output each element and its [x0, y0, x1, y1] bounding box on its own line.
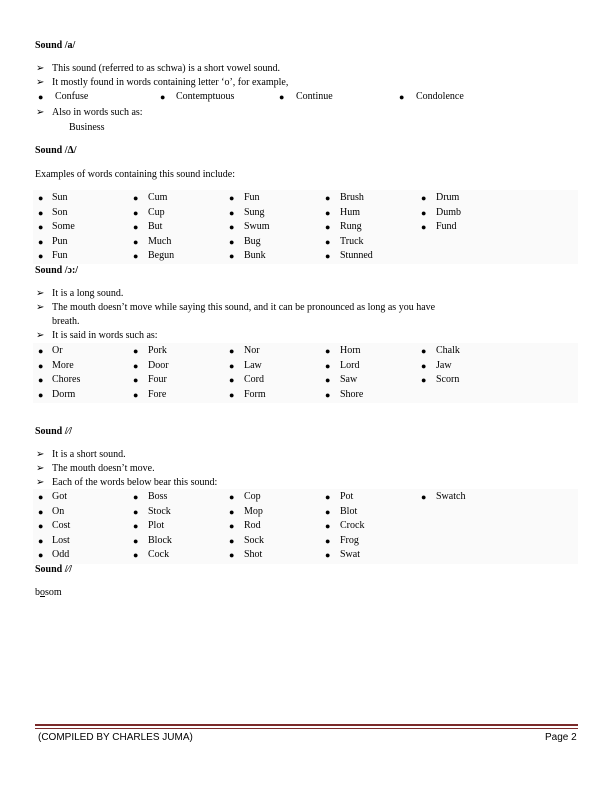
arrow-bullet-icon: ➢: [36, 63, 45, 74]
bullet-icon: ●: [421, 492, 427, 502]
bullet-icon: ●: [229, 550, 235, 561]
example-word: More: [52, 359, 74, 371]
point-text: It mostly found in words containing letter ‘o’, for example,: [52, 77, 289, 88]
example-word: Hum: [340, 206, 360, 218]
example-word: Much: [148, 235, 172, 247]
example-word: Bunk: [244, 250, 266, 262]
example-word: Sun: [52, 192, 68, 203]
table-shade: [33, 190, 578, 264]
table-shade: [33, 489, 578, 564]
bullet-icon: ●: [133, 506, 139, 517]
example-word: Lord: [340, 359, 360, 371]
bullet-icon: ●: [229, 506, 235, 517]
example-word: Fun: [52, 250, 68, 262]
bullet-icon: ●: [133, 375, 139, 386]
point-text: Each of the words below bear this sound:: [52, 477, 218, 488]
example-word: Door: [148, 359, 169, 371]
example-word: Four: [148, 374, 167, 386]
example-word: Pork: [148, 345, 167, 356]
example-word: Drum: [436, 192, 460, 203]
arrow-bullet-icon: ➢: [36, 302, 45, 313]
bullet-icon: ●: [325, 360, 331, 371]
bullet-icon: ●: [325, 492, 331, 502]
example-word: Condolence: [416, 91, 464, 102]
example-word: Pot: [340, 491, 354, 502]
example-word: Or: [52, 345, 63, 356]
example-word: But: [148, 221, 163, 233]
bullet-icon: ●: [133, 251, 139, 262]
arrow-bullet-icon: ➢: [36, 77, 45, 88]
example-word: Scorn: [436, 374, 460, 386]
bullet-icon: ●: [279, 92, 285, 102]
example-word: Swum: [244, 221, 270, 233]
bullet-icon: ●: [38, 521, 44, 532]
arrow-bullet-icon: ➢: [36, 107, 45, 118]
example-word: Fun: [244, 192, 260, 203]
section-heading-u: Sound /⁄/: [35, 564, 72, 575]
example-word: Dumb: [436, 206, 461, 218]
bullet-icon: ●: [133, 389, 139, 400]
section-heading-caret: Sound /Δ/: [35, 145, 77, 156]
example-word: Confuse: [55, 91, 89, 102]
bullet-icon: ●: [38, 92, 44, 102]
example-word: Crock: [340, 520, 365, 532]
example-word: Shot: [244, 549, 263, 561]
bullet-icon: ●: [325, 222, 331, 233]
section-heading-a: Sound /a/: [35, 40, 76, 51]
bullet-icon: ●: [325, 389, 331, 400]
bullet-icon: ●: [38, 360, 44, 371]
example-word: Sung: [244, 206, 265, 218]
bullet-icon: ●: [38, 550, 44, 561]
example-word: Son: [52, 206, 68, 218]
bullet-icon: ●: [325, 346, 331, 356]
example-word: Cock: [148, 549, 170, 561]
bullet-icon: ●: [325, 506, 331, 517]
bullet-icon: ●: [325, 236, 331, 247]
example-word: Chalk: [436, 345, 460, 356]
bullet-icon: ●: [399, 92, 405, 102]
bullet-icon: ●: [229, 521, 235, 532]
bullet-icon: ●: [38, 506, 44, 517]
example-word: Block: [148, 534, 172, 546]
arrow-bullet-icon: ➢: [36, 477, 45, 488]
bullet-icon: ●: [133, 521, 139, 532]
example-word: Swat: [340, 549, 360, 561]
bullet-icon: ●: [229, 207, 235, 218]
bullet-icon: ●: [38, 207, 44, 218]
section-heading-aw: Sound /ɔ:/: [35, 265, 79, 276]
example-word: Some: [52, 221, 75, 233]
example-word: Swatch: [436, 491, 466, 502]
example-word: Nor: [244, 345, 260, 356]
bullet-icon: ●: [229, 236, 235, 247]
bullet-icon: ●: [38, 236, 44, 247]
bullet-icon: ●: [133, 550, 139, 561]
point-text: It is said in words such as:: [52, 330, 158, 341]
bullet-icon: ●: [38, 535, 44, 546]
example-word: Frog: [340, 534, 359, 546]
example-word: Brush: [340, 192, 364, 203]
section-heading-o: Sound /⁄/: [35, 426, 72, 437]
footer-compiled-by: (COMPILED BY CHARLES JUMA): [38, 732, 193, 743]
example-word: Horn: [340, 345, 361, 356]
example-word: Law: [244, 359, 262, 371]
example-word: Got: [52, 491, 67, 502]
bullet-icon: ●: [38, 492, 44, 502]
bullet-icon: ●: [133, 207, 139, 218]
bullet-icon: ●: [421, 346, 427, 356]
point-continuation: breath.: [52, 316, 80, 327]
bullet-icon: ●: [160, 92, 166, 102]
example-word: Bug: [244, 235, 261, 247]
example-word: Cum: [148, 192, 168, 203]
example-word: Business: [69, 122, 105, 133]
bullet-icon: ●: [38, 251, 44, 262]
example-word: Odd: [52, 549, 70, 561]
bullet-icon: ●: [229, 222, 235, 233]
bullet-icon: ●: [133, 492, 139, 502]
example-word: Stunned: [340, 250, 373, 262]
bullet-icon: ●: [38, 375, 44, 386]
bullet-icon: ●: [38, 193, 44, 203]
example-word: Contemptuous: [176, 91, 235, 102]
bullet-icon: ●: [38, 389, 44, 400]
example-word: Blot: [340, 505, 358, 517]
arrow-bullet-icon: ➢: [36, 463, 45, 474]
bullet-icon: ●: [133, 193, 139, 203]
bullet-icon: ●: [229, 193, 235, 203]
example-word: Cop: [244, 491, 261, 502]
bullet-icon: ●: [325, 251, 331, 262]
footer-rule: [35, 728, 578, 729]
bullet-icon: ●: [421, 207, 427, 218]
example-word: Saw: [340, 374, 358, 386]
word-part: som: [45, 587, 62, 598]
example-word: Mop: [244, 505, 263, 517]
bullet-icon: ●: [133, 535, 139, 546]
example-word: Plot: [148, 520, 165, 532]
footer-rule: [35, 724, 578, 726]
bullet-icon: ●: [38, 346, 44, 356]
bullet-icon: ●: [133, 360, 139, 371]
point-text: This sound (referred to as schwa) is a short vowel sound.: [52, 63, 281, 74]
example-word: Rod: [244, 520, 261, 532]
arrow-bullet-icon: ➢: [36, 449, 45, 460]
bullet-icon: ●: [421, 193, 427, 203]
bullet-icon: ●: [229, 251, 235, 262]
section-intro: Examples of words containing this sound include:: [35, 169, 235, 180]
bullet-icon: ●: [421, 360, 427, 371]
example-word: Truck: [340, 235, 364, 247]
word-part-underlined: o: [40, 587, 45, 598]
bullet-icon: ●: [133, 236, 139, 247]
example-word: Dorm: [52, 388, 76, 400]
word-part: b: [35, 587, 40, 598]
example-word: Shore: [340, 388, 364, 400]
bullet-icon: ●: [229, 375, 235, 386]
bullet-icon: ●: [38, 222, 44, 233]
point-text: The mouth doesn’t move while saying this sound, and it can be pronounced as long as you have: [52, 302, 436, 313]
example-word: Cup: [148, 206, 165, 218]
bullet-icon: ●: [325, 375, 331, 386]
example-word: Fore: [148, 388, 167, 400]
point-text: It is a short sound.: [52, 449, 126, 460]
bullet-icon: ●: [229, 360, 235, 371]
example-word: Chores: [52, 374, 81, 386]
example-word: Boss: [148, 491, 168, 502]
example-word: Jaw: [436, 359, 452, 371]
example-word: Rung: [340, 221, 362, 233]
example-word: Stock: [148, 505, 171, 517]
bullet-icon: ●: [325, 207, 331, 218]
example-word: Lost: [52, 534, 70, 546]
bullet-icon: ●: [133, 346, 139, 356]
example-word: Sock: [244, 534, 264, 546]
example-word: Fund: [436, 221, 457, 233]
example-word: Cost: [52, 520, 71, 532]
arrow-bullet-icon: ➢: [36, 288, 45, 299]
point-text: Also in words such as:: [52, 107, 143, 118]
example-word: Form: [244, 388, 266, 400]
bullet-icon: ●: [325, 550, 331, 561]
bullet-icon: ●: [421, 375, 427, 386]
example-word: Pun: [52, 235, 68, 247]
bullet-icon: ●: [229, 492, 235, 502]
example-word-bosom: [35, 587, 62, 599]
bullet-icon: ●: [229, 389, 235, 400]
bullet-icon: ●: [325, 521, 331, 532]
example-word: On: [52, 505, 65, 517]
bullet-icon: ●: [229, 346, 235, 356]
bullet-icon: ●: [325, 535, 331, 546]
bullet-icon: ●: [325, 193, 331, 203]
bullet-icon: ●: [229, 535, 235, 546]
example-word: Continue: [296, 91, 333, 102]
footer-page-number: Page 2: [545, 732, 577, 743]
bullet-icon: ●: [421, 222, 427, 233]
example-word: Begun: [148, 250, 175, 262]
table-shade: [33, 343, 578, 403]
arrow-bullet-icon: ➢: [36, 330, 45, 341]
point-text: It is a long sound.: [52, 288, 124, 299]
bullet-icon: ●: [133, 222, 139, 233]
point-text: The mouth doesn’t move.: [52, 463, 155, 474]
example-word: Cord: [244, 374, 264, 386]
